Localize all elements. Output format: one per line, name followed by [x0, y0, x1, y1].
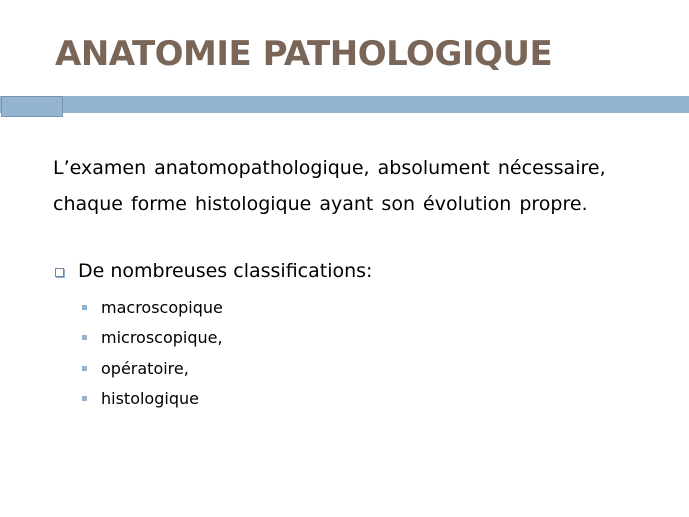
- square-bullet-icon: [82, 305, 87, 310]
- accent-bar: [0, 96, 689, 113]
- square-bullet-icon: [82, 335, 87, 340]
- intro-paragraph: [53, 150, 663, 222]
- intro-line: chaque forme histologique ayant son évolution propre.: [53, 193, 588, 215]
- list-item: [82, 323, 223, 354]
- checkbox-bullet-icon: [55, 268, 64, 277]
- classification-list: [82, 292, 223, 414]
- intro-line: L’examen anatomopathologique, absolument nécessaire,: [53, 157, 606, 179]
- list-item-text: microscopique,: [101, 328, 223, 348]
- list-item-text: opératoire,: [101, 358, 189, 378]
- list-item-text: histologique: [101, 389, 199, 409]
- bullet-item: [55, 260, 372, 282]
- list-item-text: macroscopique: [101, 297, 223, 317]
- list-item: [82, 384, 223, 415]
- slide-title: ANATOMIE PATHOLOGIQUE: [55, 34, 553, 74]
- list-item: [82, 353, 223, 384]
- square-bullet-icon: [82, 366, 87, 371]
- list-item: [82, 292, 223, 323]
- accent-box: [1, 96, 63, 117]
- bullet-text: De nombreuses classifications:: [78, 260, 373, 282]
- square-bullet-icon: [82, 396, 87, 401]
